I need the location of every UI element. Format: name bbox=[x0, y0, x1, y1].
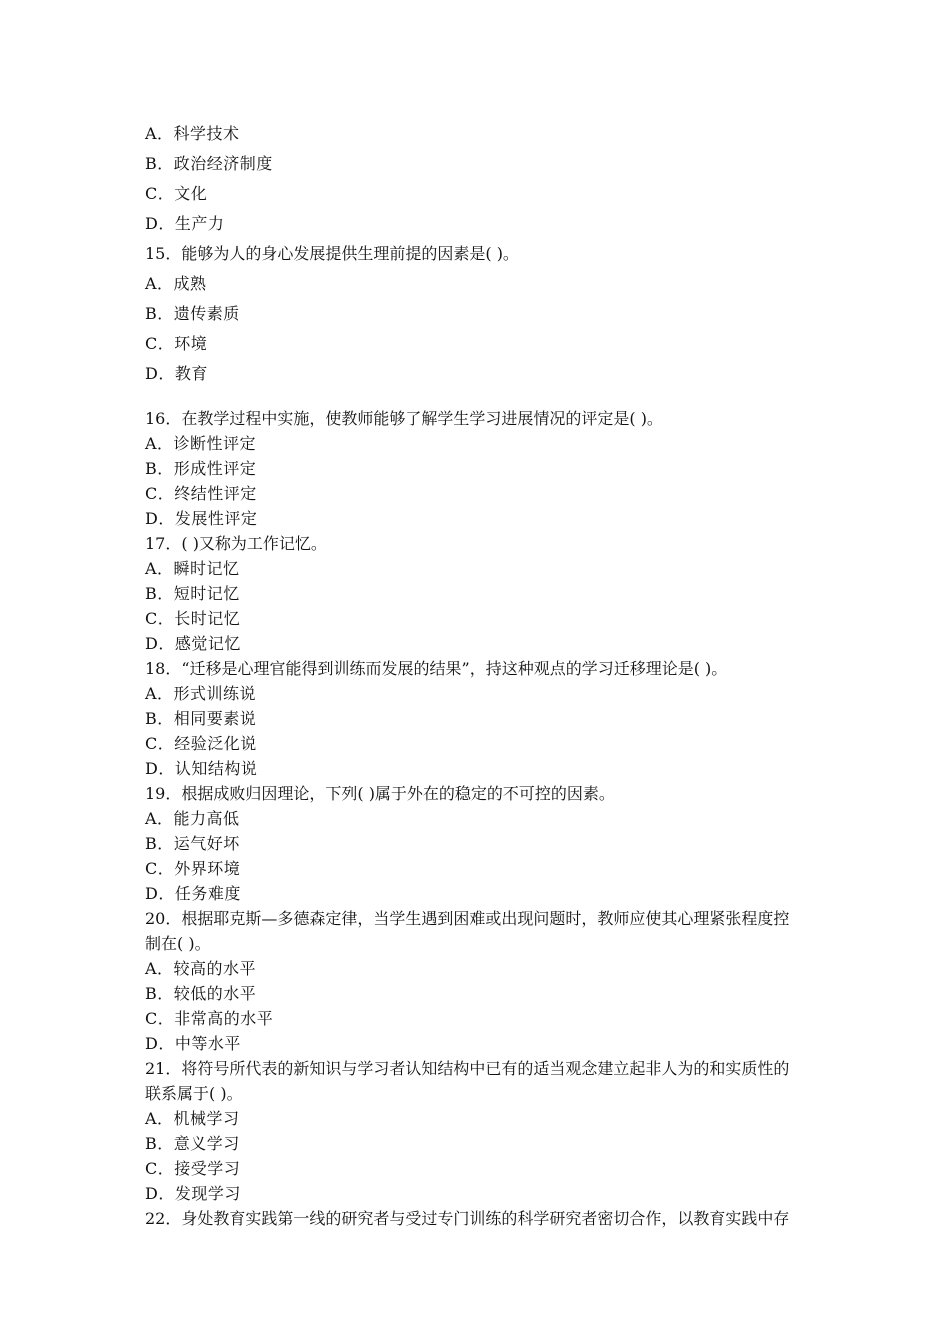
option-a: A．科学技术 bbox=[145, 124, 240, 143]
question-18: 18．“迁移是心理官能得到训练而发展的结果”，持这种观点的学习迁移理论是( )。 bbox=[145, 659, 728, 678]
option-d: D．发现学习 bbox=[145, 1184, 241, 1203]
question-17: 17．( )又称为工作记忆。 bbox=[145, 534, 327, 553]
option-d: D．认知结构说 bbox=[145, 759, 258, 778]
option-d: D．教育 bbox=[145, 364, 208, 383]
question-20-continued: 制在( )。 bbox=[145, 934, 211, 953]
question-16: 16．在教学过程中实施，使教师能够了解学生学习进展情况的评定是( )。 bbox=[145, 409, 663, 428]
option-c: C．终结性评定 bbox=[145, 484, 257, 503]
option-c: C．环境 bbox=[145, 334, 208, 353]
option-a: A．成熟 bbox=[145, 274, 207, 293]
option-c: C．非常高的水平 bbox=[145, 1009, 274, 1028]
option-b: B．形成性评定 bbox=[145, 459, 257, 478]
option-d: D．发展性评定 bbox=[145, 509, 258, 528]
option-d: D．中等水平 bbox=[145, 1034, 241, 1053]
option-a: A．诊断性评定 bbox=[145, 434, 257, 453]
option-a: A．形式训练说 bbox=[145, 684, 257, 703]
question-21-continued: 联系属于( )。 bbox=[145, 1084, 243, 1103]
option-c: C．外界环境 bbox=[145, 859, 241, 878]
option-b: B．运气好坏 bbox=[145, 834, 240, 853]
question-20: 20．根据耶克斯—多德森定律，当学生遇到困难或出现问题时，教师应使其心理紧张程度控 bbox=[145, 909, 790, 928]
option-c: C．文化 bbox=[145, 184, 208, 203]
option-b: B．遗传素质 bbox=[145, 304, 240, 323]
option-d: D．生产力 bbox=[145, 214, 225, 233]
option-b: B．短时记忆 bbox=[145, 584, 240, 603]
question-22: 22．身处教育实践第一线的研究者与受过专门训练的科学研究者密切合作，以教育实践中存 bbox=[145, 1209, 790, 1228]
question-19: 19．根据成败归因理论，下列( )属于外在的稳定的不可控的因素。 bbox=[145, 784, 615, 803]
question-15: 15．能够为人的身心发展提供生理前提的因素是( )。 bbox=[145, 244, 519, 263]
option-d: D．感觉记忆 bbox=[145, 634, 241, 653]
option-c: C．接受学习 bbox=[145, 1159, 241, 1178]
option-b: B．意义学习 bbox=[145, 1134, 240, 1153]
option-c: C．长时记忆 bbox=[145, 609, 241, 628]
option-b: B．较低的水平 bbox=[145, 984, 257, 1003]
option-a: A．机械学习 bbox=[145, 1109, 240, 1128]
option-d: D．任务难度 bbox=[145, 884, 241, 903]
option-a: A．瞬时记忆 bbox=[145, 559, 240, 578]
option-a: A．能力高低 bbox=[145, 809, 240, 828]
option-b: B．政治经济制度 bbox=[145, 154, 273, 173]
option-b: B．相同要素说 bbox=[145, 709, 257, 728]
option-a: A．较高的水平 bbox=[145, 959, 257, 978]
question-21: 21．将符号所代表的新知识与学习者认知结构中已有的适当观念建立起非人为的和实质性的 bbox=[145, 1059, 790, 1078]
option-c: C．经验泛化说 bbox=[145, 734, 257, 753]
